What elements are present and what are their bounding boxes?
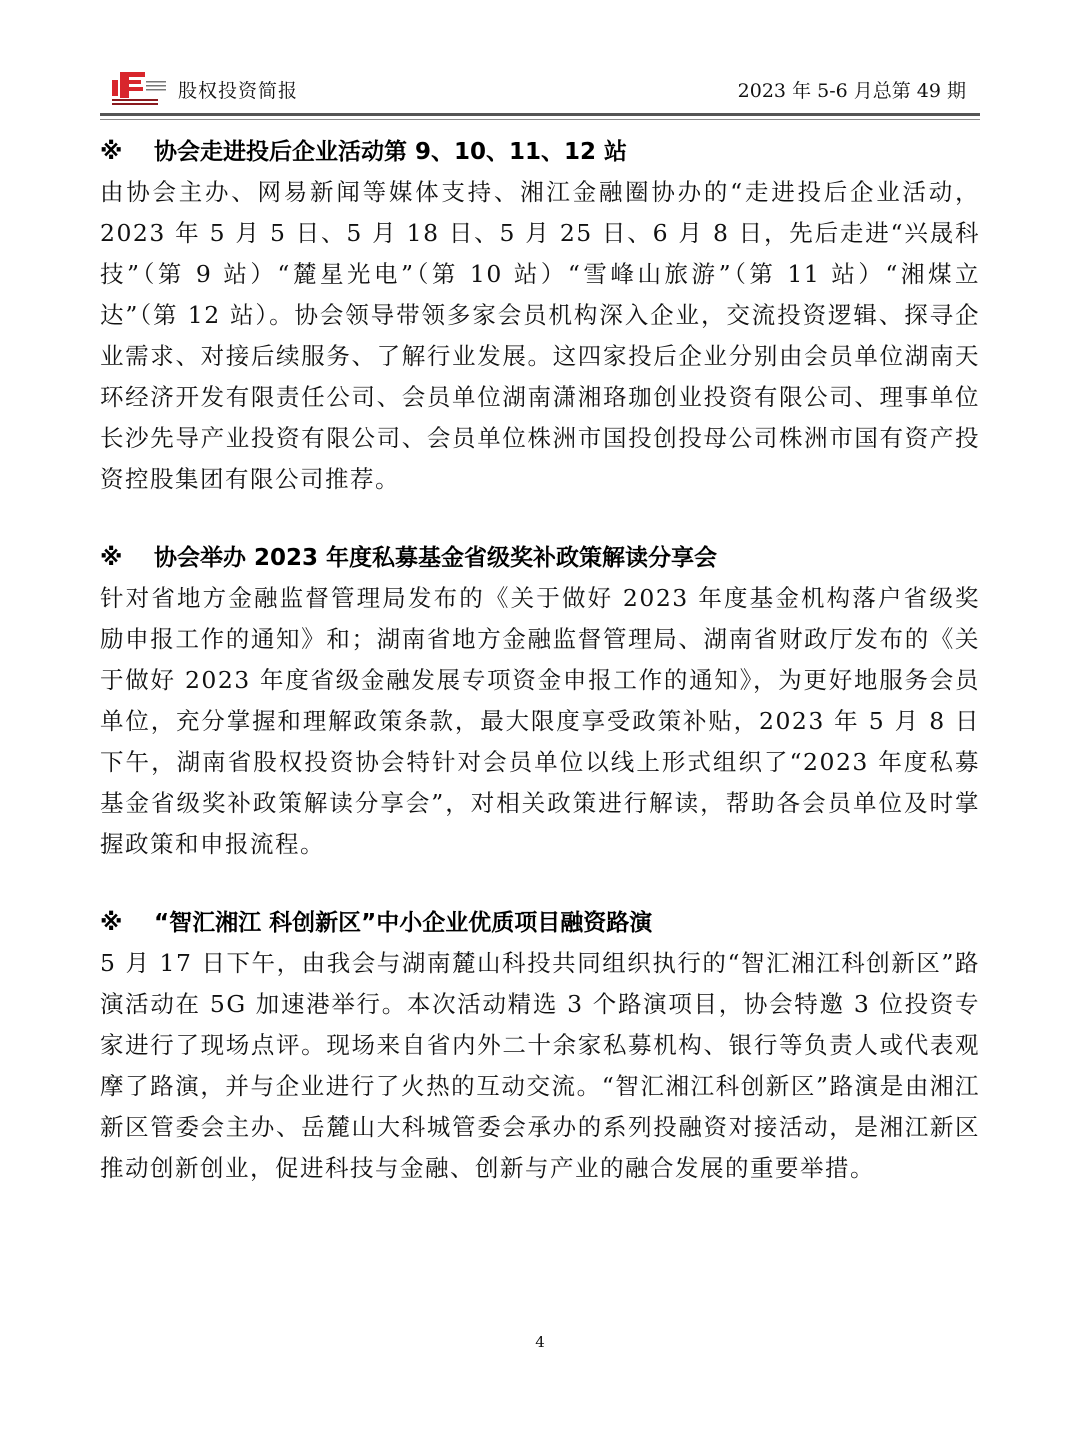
news-item-title-text: “智汇湘江 科创新区”中小企业优质项目融资路演 xyxy=(154,910,653,936)
newsletter-title: 股权投资简报 xyxy=(178,80,299,102)
page-header xyxy=(100,62,980,112)
issue-label: 2023 年 5-6 月总第 49 期 xyxy=(737,80,966,102)
reference-mark-icon: ※ xyxy=(100,910,123,936)
news-item-title-text: 协会举办 2023 年度私募基金省级奖补政策解读分享会 xyxy=(154,545,718,571)
news-item-title-text: 协会走进投后企业活动第 9、10、11、12 站 xyxy=(154,139,628,165)
header-rule-thin xyxy=(100,119,980,120)
news-item-body: 5 月 17 日下午，由我会与湖南麓山科投共同组织执行的“智汇湘江科创新区”路演活动在 5G 加速港举行。本次活动精选 3 个路演项目，协会特邀 3 位投资专家进行了现场点评。现场来自省内外二十余家私募机构、银行等负责人或代表观摩了路演，并与企业进行了火热的互动交流。“智汇湘江科创新区”路演是由湘江新区管委会主办、岳麓山大科城管委会承办的系列投融资对接活动，是湘江新区推动创新创业，促进科技与金融、创新与产业的融合发展的重要举措。 xyxy=(100,949,980,1182)
news-item-title xyxy=(100,903,980,943)
reference-mark-icon: ※ xyxy=(100,545,123,571)
news-item xyxy=(100,538,980,865)
news-item-title xyxy=(100,538,980,578)
news-item xyxy=(100,132,980,500)
news-item-body: 针对省地方金融监督管理局发布的《关于做好 2023 年度基金机构落户省级奖励申报工作的通知》和；湖南省地方金融监督管理局、湖南省财政厅发布的《关于做好 2023 年度省级金融发展专项资金申报工作的通知》，为更好地服务会员单位，充分掌握和理解政策条款，最大限度享受政策补贴，2023 年 5 月 8 日下午，湖南省股权投资协会特针对会员单位以线上形式组织了“2023 年度私募基金省级奖补政策解读分享会”，对相关政策进行解读，帮助各会员单位及时掌握政策和申报流程。 xyxy=(100,584,980,858)
association-logo xyxy=(108,66,170,110)
news-item-body: 由协会主办、网易新闻等媒体支持、湘江金融圈协办的“走进投后企业活动，2023 年 5 月 5 日、5 月 18 日、5 月 25 日、6 月 8 日，先后走进“兴晟科技”（第 9 站）“麓星光电”（第 10 站）“雪峰山旅游”（第 11 站）“湘煤立达”（第 12 站）。协会领导带领多家会员机构深入企业，交流投资逻辑、探寻企业需求、对接后续服务、了解行业发展。这四家投后企业分别由会员单位湖南天环经济开发有限责任公司、会员单位湖南潇湘珞珈创业投资有限公司、理事单位长沙先导产业投资有限公司、会员单位株洲市国投创投母公司株洲市国有资产投资控股集团有限公司推荐。 xyxy=(100,178,980,493)
news-item-title xyxy=(100,132,980,172)
news-item xyxy=(100,903,980,1189)
reference-mark-icon: ※ xyxy=(100,139,123,165)
article-content xyxy=(100,132,980,1189)
header-rule-thick xyxy=(100,113,980,116)
page-number: 4 xyxy=(535,1333,545,1351)
